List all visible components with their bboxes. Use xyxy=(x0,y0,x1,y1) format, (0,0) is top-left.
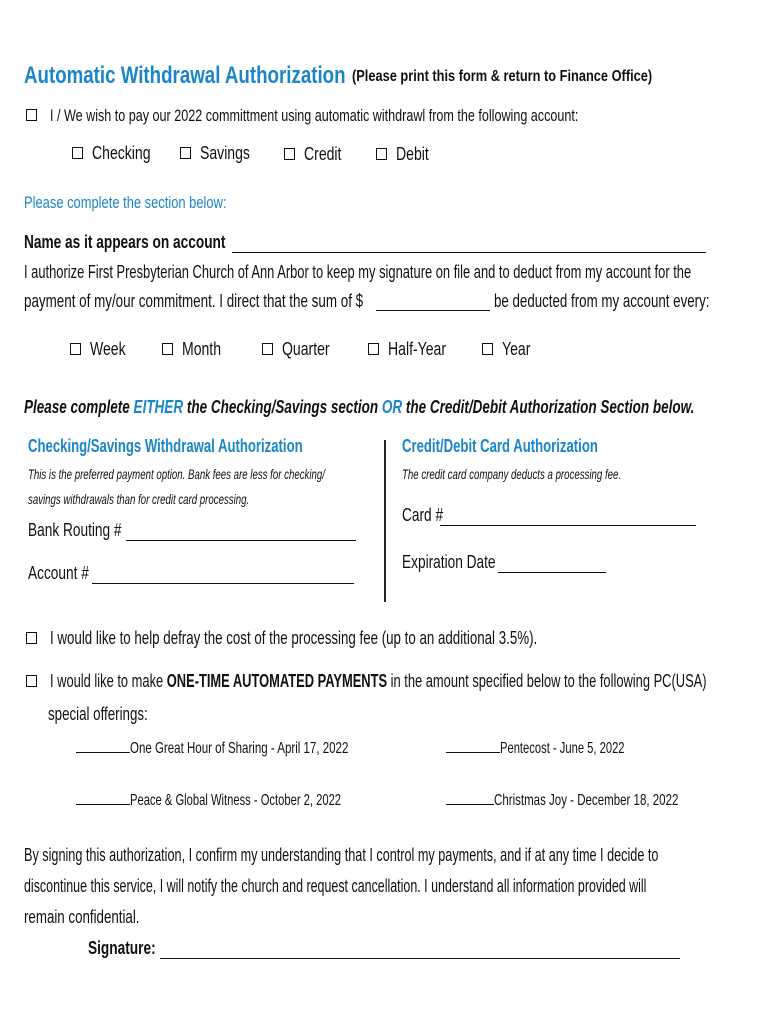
either-or-part3: the Credit/Debit Authorization Section below. xyxy=(402,397,695,417)
form-title-note-wrap xyxy=(352,68,727,86)
account-field[interactable] xyxy=(92,569,354,589)
authorize-line2-b-wrap xyxy=(494,291,770,312)
authorize-line1-wrap xyxy=(24,262,770,283)
expiration-field-line[interactable] xyxy=(498,558,606,573)
either-or-or: OR xyxy=(381,397,403,417)
card-field[interactable] xyxy=(440,511,696,531)
checking-note-line1-wrap xyxy=(28,466,458,484)
closing-line1: By signing this authorization, I confirm my understanding that I control my payments, and if at any time I decide to xyxy=(24,845,659,865)
checking-heading-wrap xyxy=(28,436,404,457)
offering-label: Pentecost - June 5, 2022 xyxy=(500,740,625,757)
form-title: Automatic Withdrawal Authorization xyxy=(24,62,346,89)
account-type-checking[interactable] xyxy=(72,143,167,164)
closing-line2-wrap xyxy=(24,876,770,897)
name-label: Name as it appears on account xyxy=(24,232,226,252)
account-label: Account # xyxy=(28,563,89,583)
signature-field[interactable] xyxy=(160,944,680,964)
amount-field[interactable] xyxy=(376,296,490,316)
frequency-quarter[interactable] xyxy=(262,339,343,360)
commit-row xyxy=(26,106,764,126)
credit-note-wrap xyxy=(402,466,720,484)
credit-label: Credit xyxy=(304,144,342,164)
offering-label: One Great Hour of Sharing - April 17, 2022 xyxy=(130,740,349,757)
routing-field[interactable] xyxy=(126,526,356,546)
either-or-part2: the Checking/Savings section xyxy=(183,397,382,417)
debit-checkbox[interactable] xyxy=(376,148,387,160)
expiration-label: Expiration Date xyxy=(402,552,496,572)
onetime-line2: special offerings: xyxy=(48,704,148,724)
expiration-field[interactable] xyxy=(498,558,606,578)
signature-label: Signature: xyxy=(88,938,156,958)
amount-field-line[interactable] xyxy=(376,296,490,311)
form-title-note: (Please print this form & return to Finance Office) xyxy=(352,68,653,85)
frequency-month[interactable] xyxy=(162,339,232,360)
complete-below-wrap xyxy=(24,193,291,213)
either-or-part1: Please complete xyxy=(24,397,134,417)
either-or-instruction xyxy=(24,397,770,418)
checking-heading: Checking/Savings Withdrawal Authorization xyxy=(28,436,303,456)
month-checkbox[interactable] xyxy=(162,343,173,355)
half-year-label: Half-Year xyxy=(388,339,447,359)
offering-field-line[interactable] xyxy=(76,738,130,753)
authorize-line2-a: payment of my/our commitment. I direct that the sum of $ xyxy=(24,291,364,311)
name-field[interactable] xyxy=(232,238,706,258)
account-type-debit[interactable] xyxy=(376,144,438,165)
routing-label: Bank Routing # xyxy=(28,520,122,540)
fee-checkbox[interactable] xyxy=(26,632,37,644)
routing-field-line[interactable] xyxy=(126,526,356,541)
onetime-part1: I would like to make xyxy=(50,671,168,691)
checking-note-line2-wrap xyxy=(28,491,349,509)
onetime-line2-wrap xyxy=(48,704,183,725)
week-label: Week xyxy=(90,339,126,359)
offering-label: Christmas Joy - December 18, 2022 xyxy=(494,792,679,809)
checking-checkbox[interactable] xyxy=(72,147,83,159)
frequency-half-year[interactable] xyxy=(368,339,462,360)
checking-note-line2: savings withdrawals than for credit card processing. xyxy=(28,491,250,507)
offering-field-line[interactable] xyxy=(446,738,500,753)
closing-line3-wrap xyxy=(24,907,180,928)
checking-label: Checking xyxy=(92,143,151,163)
offering-label: Peace & Global Witness - October 2, 2022 xyxy=(130,792,342,809)
authorize-line1: I authorize First Presbyterian Church of Ann Arbor to keep my signature on file and to deduct from my account for the xyxy=(24,262,692,282)
account-field-line[interactable] xyxy=(92,569,354,584)
onetime-part2: in the amount specified below to the following PC(USA) xyxy=(387,671,708,691)
commit-statement: I / We wish to pay our 2022 committment using automatic withdrawl from the following account: xyxy=(50,106,579,125)
year-label: Year xyxy=(502,339,531,359)
offering-item xyxy=(446,790,750,810)
half-year-checkbox[interactable] xyxy=(368,343,379,355)
signature-field-line[interactable] xyxy=(160,944,680,959)
credit-checkbox[interactable] xyxy=(284,148,295,160)
account-type-savings[interactable] xyxy=(180,143,264,164)
complete-below-label: Please complete the section below: xyxy=(24,193,227,212)
month-label: Month xyxy=(182,339,222,359)
onetime-row xyxy=(26,671,770,692)
name-field-line[interactable] xyxy=(232,238,706,253)
either-or-text xyxy=(24,397,694,418)
debit-label: Debit xyxy=(396,144,429,164)
credit-heading: Credit/Debit Card Authorization xyxy=(402,436,598,456)
quarter-label: Quarter xyxy=(282,339,330,359)
credit-heading-wrap xyxy=(402,436,670,457)
account-type-credit[interactable] xyxy=(284,144,352,165)
offering-field-line[interactable] xyxy=(76,790,130,805)
fee-option-row xyxy=(26,628,709,649)
offering-field-line[interactable] xyxy=(446,790,494,805)
frequency-year[interactable] xyxy=(482,339,538,360)
fee-option-label: I would like to help defray the cost of the processing fee (up to an additional 3.5%). xyxy=(50,628,538,648)
year-checkbox[interactable] xyxy=(482,343,493,355)
quarter-checkbox[interactable] xyxy=(262,343,273,355)
week-checkbox[interactable] xyxy=(70,343,81,355)
onetime-checkbox[interactable] xyxy=(26,675,37,687)
onetime-bold: ONE-TIME AUTOMATED PAYMENTS xyxy=(167,671,388,691)
card-field-line[interactable] xyxy=(440,511,696,526)
closing-line1-wrap xyxy=(24,845,770,866)
commit-checkbox[interactable] xyxy=(26,109,37,121)
offering-item xyxy=(76,738,433,758)
offering-item xyxy=(446,738,678,758)
savings-checkbox[interactable] xyxy=(180,147,191,159)
closing-line3: remain confidential. xyxy=(24,907,140,927)
credit-note: The credit card company deducts a processing fee. xyxy=(402,466,622,482)
authorize-line2-b: be deducted from my account every: xyxy=(494,291,710,311)
savings-label: Savings xyxy=(200,143,250,163)
frequency-week[interactable] xyxy=(70,339,136,360)
either-or-either: EITHER xyxy=(133,397,184,417)
checking-note-line1: This is the preferred payment option. Bank fees are less for checking/ xyxy=(28,466,325,482)
closing-line2: discontinue this service, I will notify the church and request cancellation. I understand all information provided will xyxy=(24,876,647,896)
section-divider xyxy=(384,440,386,602)
onetime-text xyxy=(50,671,707,692)
card-label: Card # xyxy=(402,505,444,525)
offering-item xyxy=(76,790,431,810)
